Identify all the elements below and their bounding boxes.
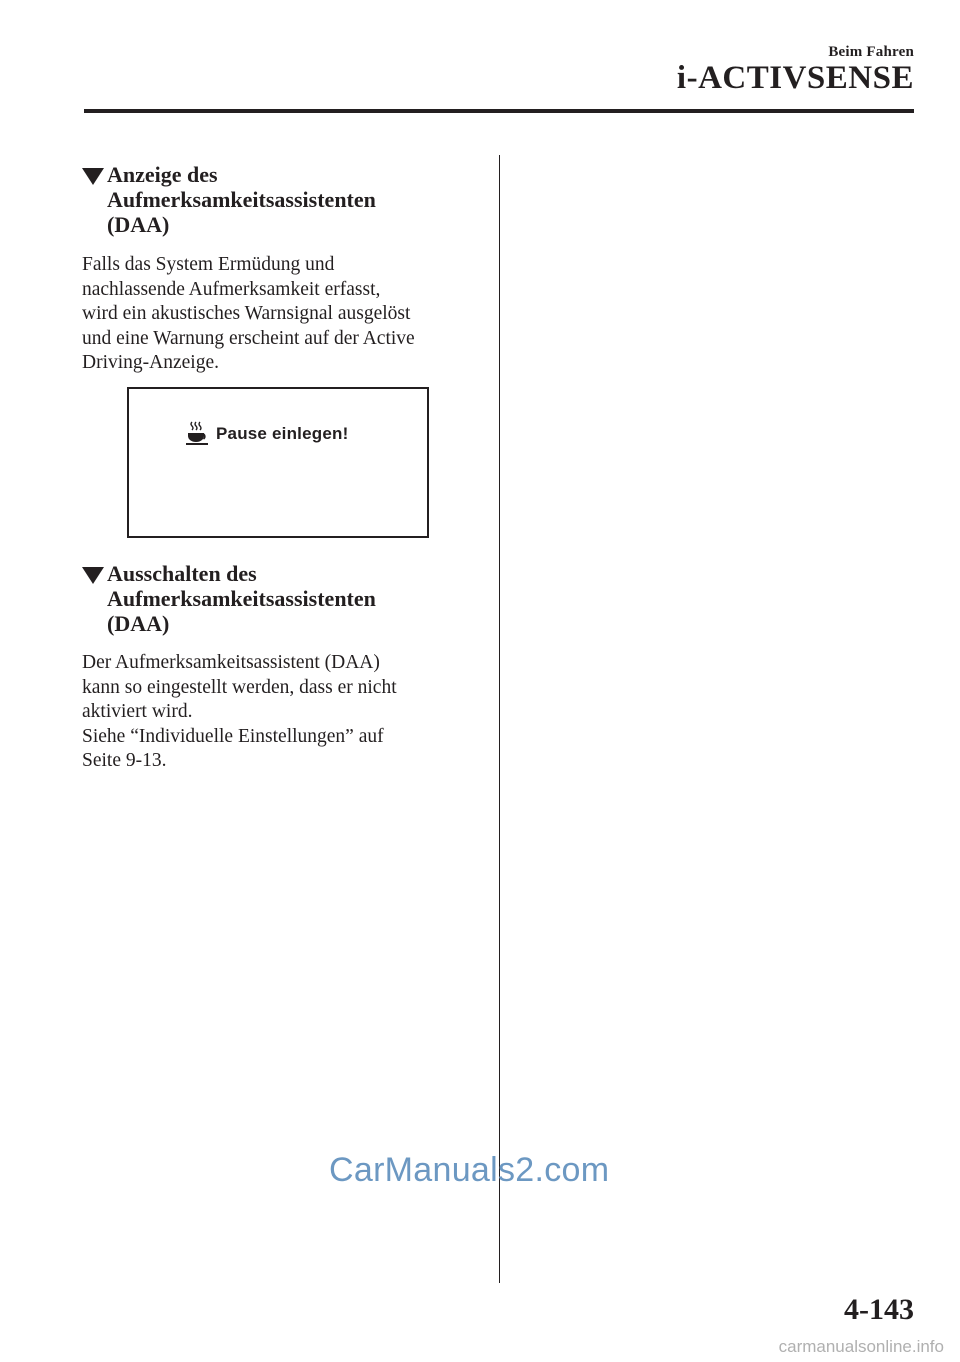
triangle-bullet-icon xyxy=(82,567,104,584)
section-body-daa-display: Falls das System Ermüdung und nachlassende Aufmerksamkeit erfasst, wird ein akustisches Warnsignal ausgelöst und eine Warnung erscheint auf der Active Driving-Anzeige. xyxy=(82,254,415,374)
heading-text: Ausschalten des Aufmerksamkeitsassistenten (DAA) xyxy=(107,561,376,636)
section-body-daa-off: Der Aufmerksamkeitsassistent (DAA) kann so eingestellt werden, dass er nicht aktiviert wird. Siehe “Individuelle Einstellungen” auf Seite 9-13. xyxy=(82,652,397,772)
display-warning-row xyxy=(185,421,348,447)
page-number: 4-143 xyxy=(844,1293,914,1326)
chapter-title: Beim Fahren xyxy=(828,44,914,60)
header-rule xyxy=(84,109,914,113)
triangle-bullet-icon xyxy=(82,168,104,185)
section-title: i-ACTIVSENSE xyxy=(676,60,914,96)
display-warning-text: Pause einlegen! xyxy=(216,424,349,443)
column-divider xyxy=(499,155,500,1283)
heading-text: Anzeige des Aufmerksamkeitsassistenten (DAA) xyxy=(107,162,376,237)
section-heading-daa-display xyxy=(82,162,482,237)
coffee-cup-icon xyxy=(185,421,209,447)
footer-watermark: carmanualsonline.info xyxy=(778,1337,944,1356)
watermark-text: CarManuals2.com xyxy=(329,1151,610,1189)
section-heading-daa-off xyxy=(82,561,482,636)
active-driving-display-illustration xyxy=(127,387,429,538)
